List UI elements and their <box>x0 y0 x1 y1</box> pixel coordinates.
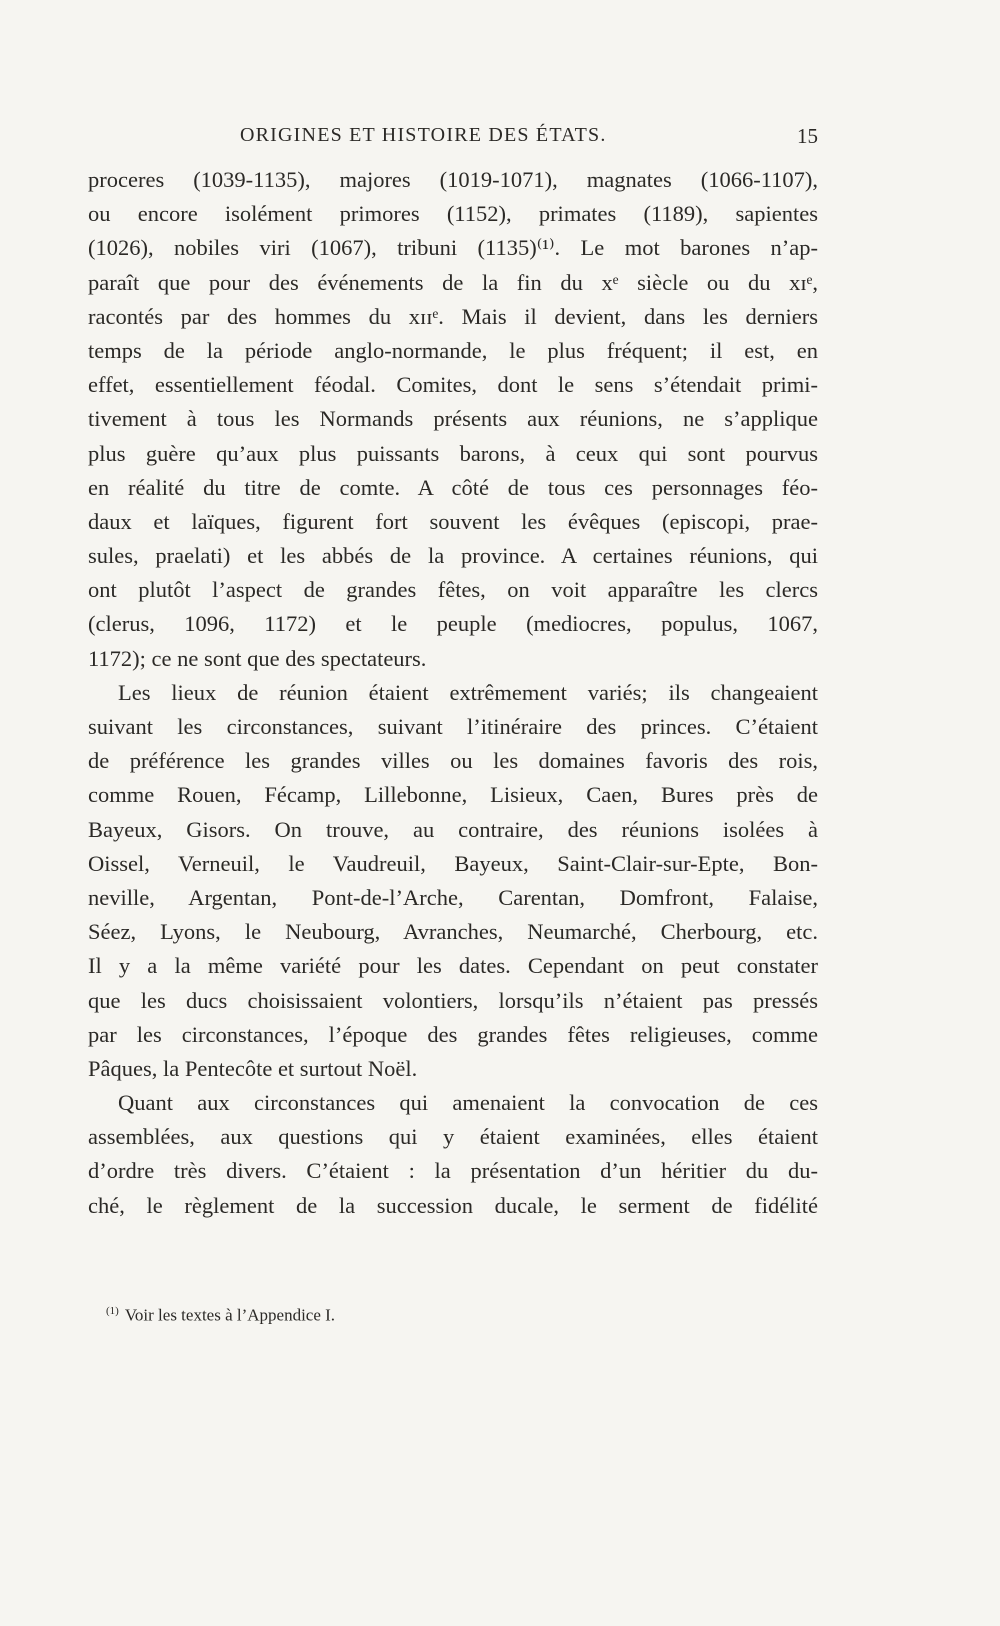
footnote <box>106 1305 335 1326</box>
text-line: 1172); ce ne sont que des spectateurs. <box>88 645 427 671</box>
text-line: plus guère qu’aux plus puissants barons, à ceux qui sont pourvus <box>88 440 818 466</box>
paragraph-1 <box>88 163 818 676</box>
text-line: (clerus, 1096, 1172) et le peuple (mediocres, populus, 1067, <box>88 611 818 637</box>
text-line: paraît que pour des événements de la fin du xᵉ siècle ou du xɪᵉ, <box>88 269 818 295</box>
running-title: ORIGINES ET HISTOIRE DES ÉTATS. <box>240 124 607 146</box>
text-line: proceres (1039-1135), majores (1019-1071), magnates (1066-1107), <box>88 167 818 192</box>
text-line: Pâques, la Pentecôte et surtout Noël. <box>88 1055 418 1081</box>
page-number: 15 <box>797 124 818 148</box>
text-line: comme Rouen, Fécamp, Lillebonne, Lisieux, Caen, Bures près de <box>88 782 818 808</box>
text-line: Il y a la même variété pour les dates. Cependant on peut constater <box>88 953 818 979</box>
body-text <box>88 163 818 1223</box>
text-line: en réalité du titre de comte. A côté de tous ces personnages féo- <box>88 474 818 500</box>
text-line: (1026), nobiles viri (1067), tribuni (1135)⁽¹⁾. Le mot barones n’ap- <box>88 235 818 261</box>
text-line: assemblées, aux questions qui y étaient examinées, elles étaient <box>88 1124 818 1150</box>
footnote-text: Voir les textes à l’Appendice I. <box>124 1305 336 1325</box>
paragraph-2 <box>88 676 818 1086</box>
text-line: ché, le règlement de la succession ducale, le serment de fidélité <box>88 1192 818 1218</box>
paragraph-3 <box>88 1086 818 1223</box>
text-line: Bayeux, Gisors. On trouve, au contraire, des réunions isolées à <box>88 816 818 842</box>
text-line: ou encore isolément primores (1152), primates (1189), sapientes <box>88 201 818 227</box>
text-line: Séez, Lyons, le Neubourg, Avranches, Neumarché, Cherbourg, etc. <box>88 919 818 945</box>
text-line: par les circonstances, l’époque des grandes fêtes religieuses, comme <box>88 1021 818 1047</box>
text-line: d’ordre très divers. C’étaient : la présentation d’un héritier du du- <box>88 1158 818 1184</box>
text-line: racontés par des hommes du xɪɪᵉ. Mais il devient, dans les derniers <box>88 303 818 329</box>
text-line: Oissel, Verneuil, le Vaudreuil, Bayeux, Saint-Clair-sur-Epte, Bon- <box>88 850 818 876</box>
text-line: effet, essentiellement féodal. Comites, dont le sens s’étendait primi- <box>88 372 818 398</box>
text-line: suivant les circonstances, suivant l’itinéraire des princes. C’étaient <box>88 714 818 739</box>
running-head <box>88 124 818 154</box>
text-line: neville, Argentan, Pont-de-l’Arche, Carentan, Domfront, Falaise, <box>88 884 818 910</box>
text-line: Quant aux circonstances qui amenaient la convocation de ces <box>118 1090 818 1116</box>
text-line: que les ducs choisissaient volontiers, lorsqu’ils n’étaient pas pressés <box>88 987 818 1013</box>
text-line: daux et laïques, figurent fort souvent les évêques (episcopi, prae- <box>88 508 818 534</box>
text-line: tivement à tous les Normands présents aux réunions, ne s’applique <box>88 406 818 432</box>
footnote-marker: (1) <box>106 1305 119 1317</box>
text-line: ont plutôt l’aspect de grandes fêtes, on voit apparaître les clercs <box>88 577 818 603</box>
text-line: Les lieux de réunion étaient extrêmement variés; ils changeaient <box>118 679 818 705</box>
text-line: sules, praelati) et les abbés de la province. A certaines réunions, qui <box>88 543 818 569</box>
text-line: de préférence les grandes villes ou les domaines favoris des rois, <box>88 748 818 774</box>
text-line: temps de la période anglo-normande, le plus fréquent; il est, en <box>88 337 818 363</box>
